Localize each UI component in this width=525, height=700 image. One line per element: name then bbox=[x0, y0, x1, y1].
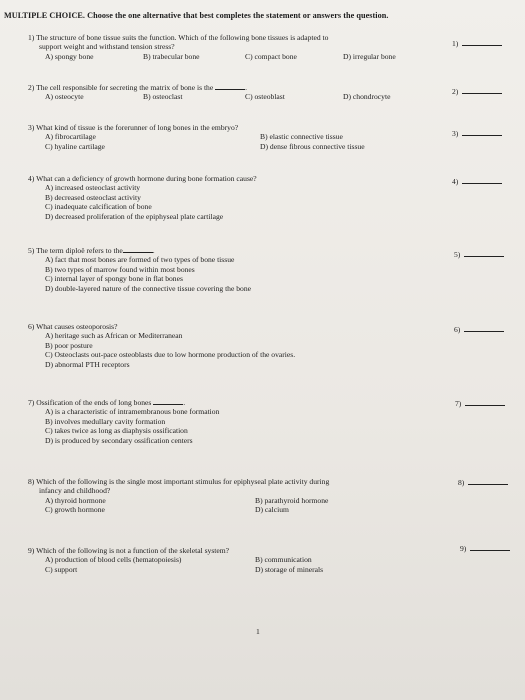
fill-in-blank bbox=[123, 246, 153, 253]
option-a[interactable]: A) heritage such as African or Mediterranean bbox=[45, 331, 183, 341]
answer-slot-5: 5) bbox=[454, 249, 504, 259]
option-b[interactable]: B) osteoclast bbox=[143, 92, 183, 102]
option-c[interactable]: C) takes twice as long as diaphysis ossification bbox=[45, 426, 188, 436]
question-2 bbox=[28, 83, 390, 102]
option-a[interactable]: A) is a characteristic of intramembranous bone formation bbox=[45, 407, 220, 417]
answer-blank[interactable] bbox=[464, 249, 504, 257]
page-number: 1 bbox=[256, 627, 260, 636]
answer-slot-3: 3) bbox=[452, 128, 502, 138]
answer-slot-1: 1) bbox=[452, 38, 502, 48]
question-stem: 8) Which of the following is the single most important stimulus for epiphyseal plate activity during infancy and childhood? bbox=[28, 477, 330, 496]
answer-blank[interactable] bbox=[465, 398, 505, 406]
options-row bbox=[28, 555, 323, 564]
question-stem: 2) The cell responsible for secreting the matrix of bone is the . bbox=[28, 83, 248, 92]
question-6 bbox=[28, 322, 295, 369]
answer-slot-9: 9) bbox=[460, 543, 510, 553]
option-a[interactable]: A) increased osteoclast activity bbox=[45, 183, 141, 193]
option-c[interactable]: C) internal layer of spongy bone in flat bones bbox=[45, 274, 183, 284]
question-5 bbox=[28, 246, 251, 293]
question-8 bbox=[28, 477, 329, 515]
answer-blank[interactable] bbox=[462, 176, 502, 184]
answer-blank[interactable] bbox=[464, 324, 504, 332]
instructions-text: Choose the one alternative that best completes the statement or answers the question. bbox=[87, 11, 389, 20]
question-stem: 7) Ossification of the ends of long bones . bbox=[28, 398, 186, 407]
option-d[interactable]: D) double-layered nature of the connective tissue covering the bone bbox=[45, 283, 252, 293]
question-9 bbox=[28, 546, 323, 574]
options-row bbox=[28, 565, 323, 574]
option-d[interactable]: D) storage of minerals bbox=[255, 564, 324, 574]
options-row bbox=[28, 52, 396, 61]
answer-slot-8: 8) bbox=[458, 477, 508, 487]
option-d[interactable]: D) decreased proliferation of the epiphyseal plate cartilage bbox=[45, 211, 224, 221]
options-row bbox=[28, 505, 329, 514]
question-4 bbox=[28, 174, 257, 221]
option-d[interactable]: D) irregular bone bbox=[343, 51, 396, 61]
option-d[interactable]: D) is produced by secondary ossification centers bbox=[45, 435, 193, 445]
options-row bbox=[28, 142, 365, 151]
question-stem: 9) Which of the following is not a function of the skeletal system? bbox=[28, 546, 230, 555]
option-b[interactable]: B) poor posture bbox=[45, 340, 93, 350]
answer-slot-7: 7) bbox=[455, 398, 505, 408]
option-c[interactable]: C) osteoblast bbox=[245, 92, 285, 102]
option-c[interactable]: C) hyaline cartilage bbox=[45, 141, 105, 151]
option-c[interactable]: C) growth hormone bbox=[45, 505, 105, 515]
option-b[interactable]: B) two types of marrow found within most bones bbox=[45, 264, 195, 274]
answer-slot-4: 4) bbox=[452, 176, 502, 186]
option-b[interactable]: B) involves medullary cavity formation bbox=[45, 416, 166, 426]
option-b[interactable]: B) elastic connective tissue bbox=[260, 132, 343, 142]
answer-blank[interactable] bbox=[462, 128, 502, 136]
question-stem: 6) What causes osteoporosis? bbox=[28, 322, 118, 331]
option-b[interactable]: B) trabecular bone bbox=[143, 51, 200, 61]
option-b[interactable]: B) decreased osteoclast activity bbox=[45, 192, 141, 202]
option-a[interactable]: A) fibrocartilage bbox=[45, 132, 96, 142]
options-row bbox=[28, 132, 365, 141]
question-stem: 1) The structure of bone tissue suits the function. Which of the following bone tissues is adapted to support weight and withstand tension stress? bbox=[28, 33, 329, 52]
instructions-heading: MULTIPLE CHOICE. bbox=[4, 11, 86, 20]
options-row bbox=[28, 92, 390, 101]
answer-blank[interactable] bbox=[470, 543, 510, 551]
answer-slot-6: 6) bbox=[454, 324, 504, 334]
question-stem: 4) What can a deficiency of growth hormone during bone formation cause? bbox=[28, 174, 257, 183]
option-d[interactable]: D) abnormal PTH receptors bbox=[45, 359, 130, 369]
answer-blank[interactable] bbox=[462, 38, 502, 46]
fill-in-blank bbox=[215, 83, 245, 90]
option-a[interactable]: A) thyroid hormone bbox=[45, 495, 106, 505]
option-d[interactable]: D) dense fibrous connective tissue bbox=[260, 141, 365, 151]
option-d[interactable]: D) calcium bbox=[255, 505, 289, 515]
option-b[interactable]: B) communication bbox=[255, 555, 312, 565]
option-a[interactable]: A) production of blood cells (hematopoiesis) bbox=[45, 555, 182, 565]
answer-slot-2: 2) bbox=[452, 86, 502, 96]
option-a[interactable]: A) fact that most bones are formed of two types of bone tissue bbox=[45, 255, 235, 265]
options-row bbox=[28, 496, 329, 505]
instructions bbox=[4, 12, 504, 20]
option-c[interactable]: C) Osteoclasts out-pace osteoblasts due to low hormone production of the ovaries. bbox=[45, 350, 296, 360]
option-d[interactable]: D) chondrocyte bbox=[343, 92, 391, 102]
option-b[interactable]: B) parathyroid hormone bbox=[255, 495, 329, 505]
option-c[interactable]: C) support bbox=[45, 564, 78, 574]
question-1 bbox=[28, 33, 396, 61]
fill-in-blank bbox=[153, 398, 183, 405]
answer-blank[interactable] bbox=[468, 477, 508, 485]
answer-blank[interactable] bbox=[462, 86, 502, 94]
question-3 bbox=[28, 123, 365, 151]
option-c[interactable]: C) inadequate calcification of bone bbox=[45, 202, 152, 212]
option-c[interactable]: C) compact bone bbox=[245, 51, 297, 61]
question-7 bbox=[28, 398, 219, 445]
question-stem: 3) What kind of tissue is the forerunner of long bones in the embryo? bbox=[28, 123, 239, 132]
option-a[interactable]: A) osteocyte bbox=[45, 92, 84, 102]
option-a[interactable]: A) spongy bone bbox=[45, 51, 94, 61]
question-stem: 5) The term diploë refers to the . bbox=[28, 246, 155, 255]
